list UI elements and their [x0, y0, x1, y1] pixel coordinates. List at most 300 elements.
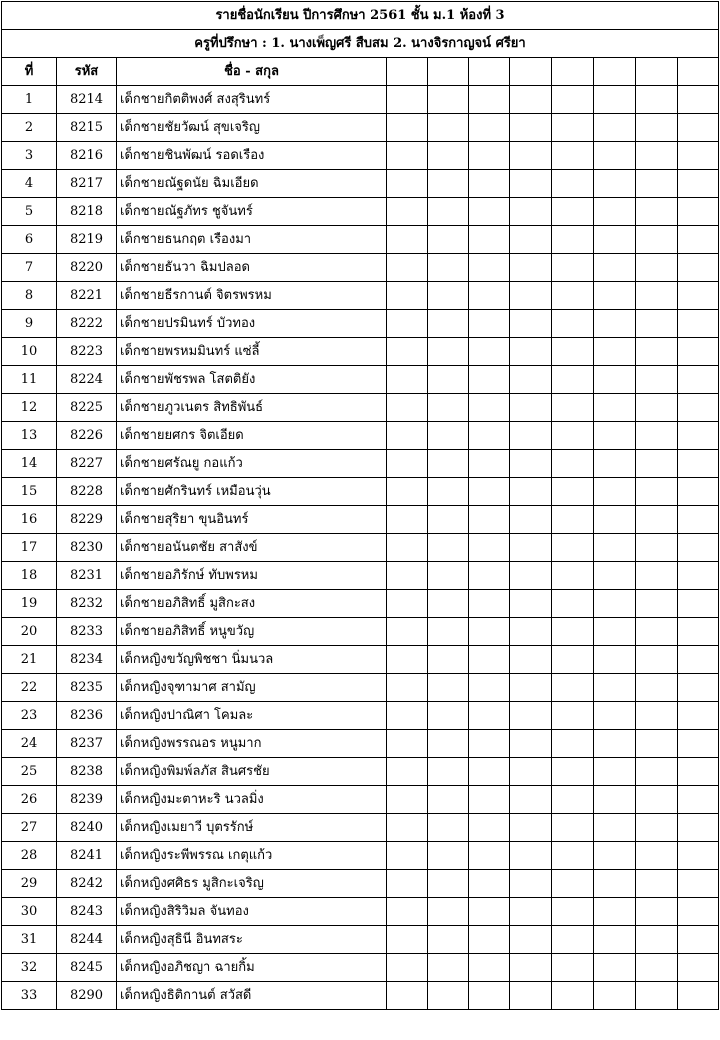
blank-cell [387, 786, 428, 814]
blank-cell [387, 142, 428, 170]
blank-cell [594, 702, 636, 730]
student-name: เด็กชายธนกฤต เรืองมา [117, 226, 387, 254]
row-number: 9 [2, 310, 57, 338]
blank-cell [552, 898, 594, 926]
blank-cell [428, 786, 469, 814]
blank-cell [594, 926, 636, 954]
blank-cell [510, 814, 552, 842]
student-code: 8225 [57, 394, 117, 422]
blank-cell [636, 926, 678, 954]
blank-cell [636, 534, 678, 562]
blank-cell [678, 758, 719, 786]
blank-cell [678, 898, 719, 926]
blank-cell [428, 898, 469, 926]
table-row [2, 450, 719, 478]
blank-cell [387, 450, 428, 478]
blank-cell [510, 982, 552, 1010]
blank-cell [510, 86, 552, 114]
table-row [2, 338, 719, 366]
blank-cell [469, 142, 510, 170]
student-code: 8243 [57, 898, 117, 926]
blank-cell [636, 450, 678, 478]
blank-cell [469, 758, 510, 786]
blank-cell [678, 86, 719, 114]
blank-cell [552, 618, 594, 646]
table-row [2, 926, 719, 954]
blank-cell [510, 618, 552, 646]
student-code: 8241 [57, 842, 117, 870]
student-name: เด็กชายอภิสิทธิ์ หนูขวัญ [117, 618, 387, 646]
blank-cell [469, 282, 510, 310]
row-number: 31 [2, 926, 57, 954]
table-row [2, 506, 719, 534]
table-row [2, 114, 719, 142]
advisor-line: ครูที่ปรึกษา : 1. นางเพ็ญศรี สืบสม 2. นางจิรกาญจน์ ศรียา [2, 30, 719, 58]
blank-cell [428, 926, 469, 954]
blank-cell [387, 254, 428, 282]
blank-cell [552, 198, 594, 226]
blank-cell [387, 982, 428, 1010]
blank-cell [594, 870, 636, 898]
blank-cell [387, 310, 428, 338]
table-row [2, 86, 719, 114]
blank-cell [428, 534, 469, 562]
header-blank-cell [552, 58, 594, 86]
blank-cell [594, 674, 636, 702]
blank-cell [678, 926, 719, 954]
blank-cell [510, 674, 552, 702]
table-row [2, 310, 719, 338]
blank-cell [428, 282, 469, 310]
table-row [2, 842, 719, 870]
row-number: 21 [2, 646, 57, 674]
row-number: 16 [2, 506, 57, 534]
table-row [2, 758, 719, 786]
header-code: รหัส [57, 58, 117, 86]
blank-cell [636, 282, 678, 310]
student-name: เด็กชายธันวา ฉิมปลอด [117, 254, 387, 282]
student-code: 8240 [57, 814, 117, 842]
blank-cell [678, 282, 719, 310]
blank-cell [594, 338, 636, 366]
blank-cell [469, 478, 510, 506]
blank-cell [469, 926, 510, 954]
blank-cell [594, 562, 636, 590]
blank-cell [636, 170, 678, 198]
blank-cell [636, 842, 678, 870]
row-number: 5 [2, 198, 57, 226]
blank-cell [636, 954, 678, 982]
blank-cell [552, 730, 594, 758]
blank-cell [469, 562, 510, 590]
blank-cell [678, 534, 719, 562]
blank-cell [469, 646, 510, 674]
blank-cell [552, 562, 594, 590]
blank-cell [469, 114, 510, 142]
student-code: 8239 [57, 786, 117, 814]
blank-cell [678, 254, 719, 282]
student-name: เด็กหญิงพรรณอร หนูมาก [117, 730, 387, 758]
blank-cell [636, 422, 678, 450]
row-number: 11 [2, 366, 57, 394]
blank-cell [594, 478, 636, 506]
table-row [2, 674, 719, 702]
blank-cell [387, 534, 428, 562]
blank-cell [678, 394, 719, 422]
student-code: 8237 [57, 730, 117, 758]
blank-cell [552, 226, 594, 254]
blank-cell [636, 814, 678, 842]
header-blank-cell [636, 58, 678, 86]
table-row [2, 702, 719, 730]
blank-cell [594, 898, 636, 926]
blank-cell [636, 982, 678, 1010]
blank-cell [387, 674, 428, 702]
student-name: เด็กหญิงศศิธร มูสิกะเจริญ [117, 870, 387, 898]
blank-cell [636, 310, 678, 338]
blank-cell [678, 142, 719, 170]
row-number: 29 [2, 870, 57, 898]
blank-cell [552, 814, 594, 842]
table-row [2, 170, 719, 198]
table-row [2, 646, 719, 674]
row-number: 32 [2, 954, 57, 982]
row-number: 23 [2, 702, 57, 730]
blank-cell [510, 226, 552, 254]
blank-cell [428, 562, 469, 590]
blank-cell [678, 702, 719, 730]
blank-cell [636, 674, 678, 702]
blank-cell [636, 198, 678, 226]
blank-cell [469, 254, 510, 282]
blank-cell [636, 870, 678, 898]
blank-cell [428, 954, 469, 982]
blank-cell [594, 758, 636, 786]
blank-cell [552, 702, 594, 730]
table-row [2, 814, 719, 842]
blank-cell [387, 506, 428, 534]
row-number: 6 [2, 226, 57, 254]
blank-cell [428, 646, 469, 674]
student-name: เด็กชายธีรกานต์ จิตรพรหม [117, 282, 387, 310]
blank-cell [387, 114, 428, 142]
blank-cell [552, 534, 594, 562]
blank-cell [594, 814, 636, 842]
blank-cell [552, 114, 594, 142]
blank-cell [428, 478, 469, 506]
blank-cell [428, 814, 469, 842]
blank-cell [428, 310, 469, 338]
student-name: เด็กหญิงธิติกานต์ สวัสดี [117, 982, 387, 1010]
blank-cell [552, 786, 594, 814]
table-row [2, 618, 719, 646]
header-blank-cell [387, 58, 428, 86]
blank-cell [636, 142, 678, 170]
blank-cell [594, 982, 636, 1010]
row-number: 3 [2, 142, 57, 170]
blank-cell [552, 674, 594, 702]
blank-cell [510, 954, 552, 982]
blank-cell [469, 198, 510, 226]
blank-cell [636, 114, 678, 142]
blank-cell [636, 394, 678, 422]
blank-cell [678, 982, 719, 1010]
student-code: 8228 [57, 478, 117, 506]
blank-cell [428, 842, 469, 870]
blank-cell [552, 338, 594, 366]
blank-cell [636, 254, 678, 282]
blank-cell [387, 758, 428, 786]
student-name: เด็กชายพรหมมินทร์ แซ่ลี้ [117, 338, 387, 366]
blank-cell [510, 842, 552, 870]
blank-cell [678, 590, 719, 618]
blank-cell [552, 954, 594, 982]
row-number: 15 [2, 478, 57, 506]
advisor-row [2, 30, 719, 58]
student-name: เด็กชายสุริยา ขุนอินทร์ [117, 506, 387, 534]
blank-cell [552, 758, 594, 786]
blank-cell [594, 506, 636, 534]
table-row [2, 478, 719, 506]
student-name: เด็กชายศรัณยู กอแก้ว [117, 450, 387, 478]
blank-cell [510, 450, 552, 478]
student-name: เด็กหญิงปาณิศา โคมละ [117, 702, 387, 730]
blank-cell [678, 338, 719, 366]
student-code: 8242 [57, 870, 117, 898]
blank-cell [594, 646, 636, 674]
student-code: 8235 [57, 674, 117, 702]
blank-cell [636, 506, 678, 534]
blank-cell [636, 618, 678, 646]
header-blank-cell [678, 58, 719, 86]
blank-cell [387, 562, 428, 590]
blank-cell [469, 618, 510, 646]
blank-cell [428, 674, 469, 702]
student-name: เด็กหญิงสิริวิมล จันทอง [117, 898, 387, 926]
blank-cell [678, 450, 719, 478]
blank-cell [594, 534, 636, 562]
student-code: 8234 [57, 646, 117, 674]
blank-cell [594, 422, 636, 450]
blank-cell [552, 506, 594, 534]
blank-cell [636, 338, 678, 366]
blank-cell [387, 282, 428, 310]
blank-cell [636, 590, 678, 618]
blank-cell [510, 254, 552, 282]
title-row [2, 2, 719, 30]
blank-cell [552, 842, 594, 870]
blank-cell [594, 954, 636, 982]
student-code: 8222 [57, 310, 117, 338]
table-row [2, 730, 719, 758]
blank-cell [510, 534, 552, 562]
blank-cell [510, 114, 552, 142]
blank-cell [678, 366, 719, 394]
student-code: 8219 [57, 226, 117, 254]
blank-cell [678, 562, 719, 590]
blank-cell [387, 170, 428, 198]
blank-cell [469, 702, 510, 730]
blank-cell [594, 730, 636, 758]
blank-cell [636, 786, 678, 814]
blank-cell [469, 366, 510, 394]
blank-cell [636, 366, 678, 394]
blank-cell [678, 506, 719, 534]
blank-cell [594, 786, 636, 814]
student-name: เด็กชายอภิสิทธิ์ มูสิกะสง [117, 590, 387, 618]
table-row [2, 590, 719, 618]
blank-cell [594, 618, 636, 646]
blank-cell [387, 646, 428, 674]
blank-cell [678, 842, 719, 870]
table-row [2, 534, 719, 562]
row-number: 24 [2, 730, 57, 758]
student-name: เด็กชายปรมินทร์ บัวทอง [117, 310, 387, 338]
blank-cell [552, 282, 594, 310]
blank-cell [387, 702, 428, 730]
blank-cell [387, 394, 428, 422]
blank-cell [678, 422, 719, 450]
blank-cell [552, 646, 594, 674]
blank-cell [594, 142, 636, 170]
blank-cell [552, 86, 594, 114]
student-name: เด็กหญิงขวัญพิชชา นิ่มนวล [117, 646, 387, 674]
blank-cell [428, 730, 469, 758]
blank-cell [469, 786, 510, 814]
blank-cell [678, 226, 719, 254]
blank-cell [387, 926, 428, 954]
blank-cell [510, 730, 552, 758]
row-number: 8 [2, 282, 57, 310]
blank-cell [510, 506, 552, 534]
student-code: 8218 [57, 198, 117, 226]
blank-cell [636, 730, 678, 758]
blank-cell [552, 254, 594, 282]
blank-cell [428, 450, 469, 478]
header-blank-cell [428, 58, 469, 86]
blank-cell [510, 870, 552, 898]
student-name: เด็กชายศักรินทร์ เหมือนวุ่น [117, 478, 387, 506]
student-code: 8224 [57, 366, 117, 394]
blank-cell [387, 478, 428, 506]
blank-cell [428, 870, 469, 898]
blank-cell [594, 842, 636, 870]
blank-cell [469, 338, 510, 366]
blank-cell [469, 730, 510, 758]
student-code: 8245 [57, 954, 117, 982]
blank-cell [387, 842, 428, 870]
student-code: 8238 [57, 758, 117, 786]
blank-cell [678, 618, 719, 646]
table-row [2, 226, 719, 254]
blank-cell [387, 590, 428, 618]
blank-cell [510, 758, 552, 786]
student-code: 8233 [57, 618, 117, 646]
blank-cell [510, 198, 552, 226]
blank-cell [510, 898, 552, 926]
row-number: 28 [2, 842, 57, 870]
student-code: 8227 [57, 450, 117, 478]
blank-cell [510, 926, 552, 954]
blank-cell [428, 86, 469, 114]
student-code: 8220 [57, 254, 117, 282]
blank-cell [636, 86, 678, 114]
blank-cell [387, 422, 428, 450]
student-code: 8215 [57, 114, 117, 142]
blank-cell [594, 450, 636, 478]
blank-cell [428, 254, 469, 282]
table-row [2, 786, 719, 814]
header-blank-cell [594, 58, 636, 86]
blank-cell [428, 226, 469, 254]
blank-cell [428, 506, 469, 534]
blank-cell [469, 506, 510, 534]
student-code: 8290 [57, 982, 117, 1010]
table-row [2, 898, 719, 926]
table-row [2, 394, 719, 422]
table-row [2, 254, 719, 282]
student-name: เด็กชายยศกร จิตเอียด [117, 422, 387, 450]
table-row [2, 366, 719, 394]
blank-cell [428, 142, 469, 170]
blank-cell [428, 394, 469, 422]
row-number: 1 [2, 86, 57, 114]
student-roster-table [1, 1, 719, 1010]
student-name: เด็กหญิงเมยาวี บุตรรักษ์ [117, 814, 387, 842]
blank-cell [469, 170, 510, 198]
blank-cell [552, 926, 594, 954]
header-blank-cell [469, 58, 510, 86]
blank-cell [428, 702, 469, 730]
blank-cell [428, 590, 469, 618]
blank-cell [428, 758, 469, 786]
table-row [2, 282, 719, 310]
row-number: 4 [2, 170, 57, 198]
blank-cell [469, 394, 510, 422]
blank-cell [678, 814, 719, 842]
row-number: 2 [2, 114, 57, 142]
student-name: เด็กชายอภิรักษ์ ทับพรหม [117, 562, 387, 590]
blank-cell [510, 282, 552, 310]
student-code: 8230 [57, 534, 117, 562]
row-number: 22 [2, 674, 57, 702]
blank-cell [594, 366, 636, 394]
blank-cell [678, 310, 719, 338]
blank-cell [594, 282, 636, 310]
table-row [2, 198, 719, 226]
student-name: เด็กชายณัฐดนัย ฉิมเอียด [117, 170, 387, 198]
blank-cell [594, 86, 636, 114]
row-number: 20 [2, 618, 57, 646]
blank-cell [510, 646, 552, 674]
blank-cell [469, 590, 510, 618]
row-number: 33 [2, 982, 57, 1010]
blank-cell [428, 170, 469, 198]
blank-cell [678, 646, 719, 674]
blank-cell [510, 366, 552, 394]
blank-cell [552, 310, 594, 338]
row-number: 14 [2, 450, 57, 478]
student-name: เด็กหญิงระพีพรรณ เกตุแก้ว [117, 842, 387, 870]
student-name: เด็กชายพัชรพล โสตติยัง [117, 366, 387, 394]
blank-cell [678, 730, 719, 758]
header-row [2, 58, 719, 86]
student-code: 8214 [57, 86, 117, 114]
blank-cell [469, 310, 510, 338]
blank-cell [678, 786, 719, 814]
blank-cell [469, 954, 510, 982]
student-name: เด็กหญิงจุฑามาศ สามัญ [117, 674, 387, 702]
